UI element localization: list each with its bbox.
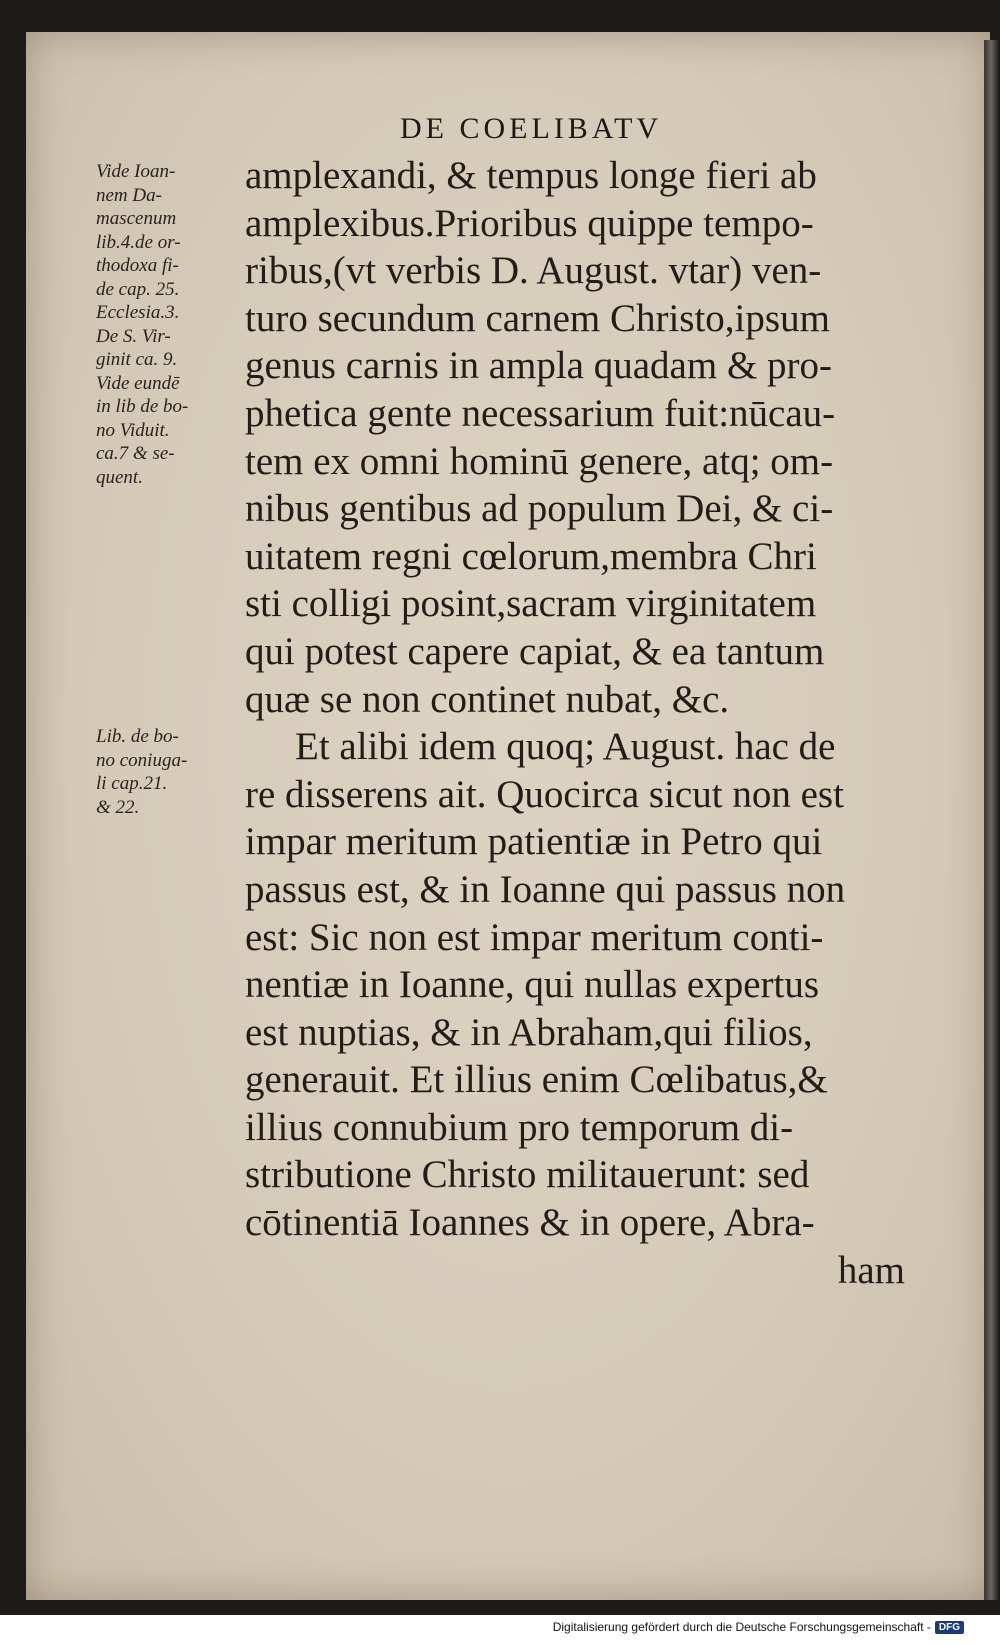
main-text-block [245, 152, 905, 1294]
text-line: impar meritum patientiæ in Petro qui [245, 820, 823, 864]
margin-note-line: mascenum [96, 208, 177, 229]
margin-notes [96, 160, 246, 818]
margin-note-line: ginit ca. 9. [96, 349, 178, 370]
text-line: turo secundum carnem Christo,ipsum [245, 296, 830, 340]
margin-note-line: li cap.21. [96, 773, 168, 794]
margin-note-line: Vide eundē [96, 372, 180, 394]
margin-note-line: thodoxa fi- [96, 255, 179, 276]
dfg-logo-icon: DFG [935, 1621, 964, 1634]
credit-text: Digitalisierung gefördert durch die Deutsche Forschungsgemeinschaft - [552, 1620, 931, 1634]
text-line: tem ex omni hominū genere, atq; om- [245, 439, 834, 483]
margin-note-reference-1 [96, 160, 246, 489]
text-line: quæ se non continet nubat, &c. [245, 677, 730, 721]
margin-note-line: quent. [96, 466, 143, 488]
margin-note-line: De S. Vir- [96, 325, 171, 347]
margin-note-reference-2 [96, 725, 187, 819]
text-line: nibus gentibus ad populum Dei, & ci- [245, 487, 834, 531]
margin-note-line: de cap. 25. [96, 278, 180, 300]
margin-note-line: & 22. [96, 796, 140, 818]
text-line: phetica gente necessarium fuit:nūcau- [245, 391, 836, 435]
text-line: amplexibus.Prioribus quippe tempo- [245, 201, 814, 245]
catchword: ham [837, 1248, 905, 1292]
text-line: genus carnis in ampla quadam & pro- [245, 344, 832, 388]
digitization-credit [553, 1620, 964, 1634]
margin-note-line: ca.7 & se- [96, 443, 175, 464]
text-line: est nuptias, & in Abraham,qui filios, [245, 1010, 813, 1054]
page-edge [984, 40, 998, 1600]
margin-note-line: no coniuga- [96, 749, 188, 771]
margin-note-line: no Viduit. [96, 419, 170, 441]
text-line: ribus,(vt verbis D. August. vtar) ven- [245, 249, 822, 293]
text-line: stributione Christo militauerunt: sed [245, 1153, 810, 1197]
text-line: generauit. Et illius enim Cœlibatus,& [245, 1058, 828, 1102]
text-line: nentiæ in Ioanne, qui nullas expertus [245, 963, 820, 1007]
text-line: qui potest capere capiat, & ea tantum [245, 629, 825, 673]
margin-note-line: Ecclesia.3. [96, 302, 180, 323]
text-line: passus est, & in Ioanne qui passus non [245, 867, 846, 911]
text-line: amplexandi, & tempus longe fieri ab [245, 154, 817, 197]
running-head: DE COELIBATV [400, 112, 663, 145]
paragraph-start-line: Et alibi idem quoq; August. hac de [295, 725, 836, 769]
margin-note-line: in lib de bo- [96, 396, 189, 417]
margin-note-line: Vide Ioan- [96, 161, 176, 182]
margin-note-line: lib.4.de or- [96, 231, 181, 253]
text-line: uitatem regni cœlorum,membra Chri [245, 534, 817, 578]
margin-note-line: nem Da- [96, 184, 162, 206]
text-line: illius connubium pro temporum di- [245, 1105, 794, 1149]
margin-note-line: Lib. de bo- [96, 726, 179, 747]
text-line: sti colligi posint,sacram virginitatem [245, 582, 817, 626]
text-line: cōtinentiā Ioannes & in opere, Abra- [245, 1201, 815, 1245]
text-line: re disserens ait. Quocirca sicut non est [245, 772, 844, 816]
text-line: est: Sic non est impar meritum conti- [245, 915, 824, 959]
